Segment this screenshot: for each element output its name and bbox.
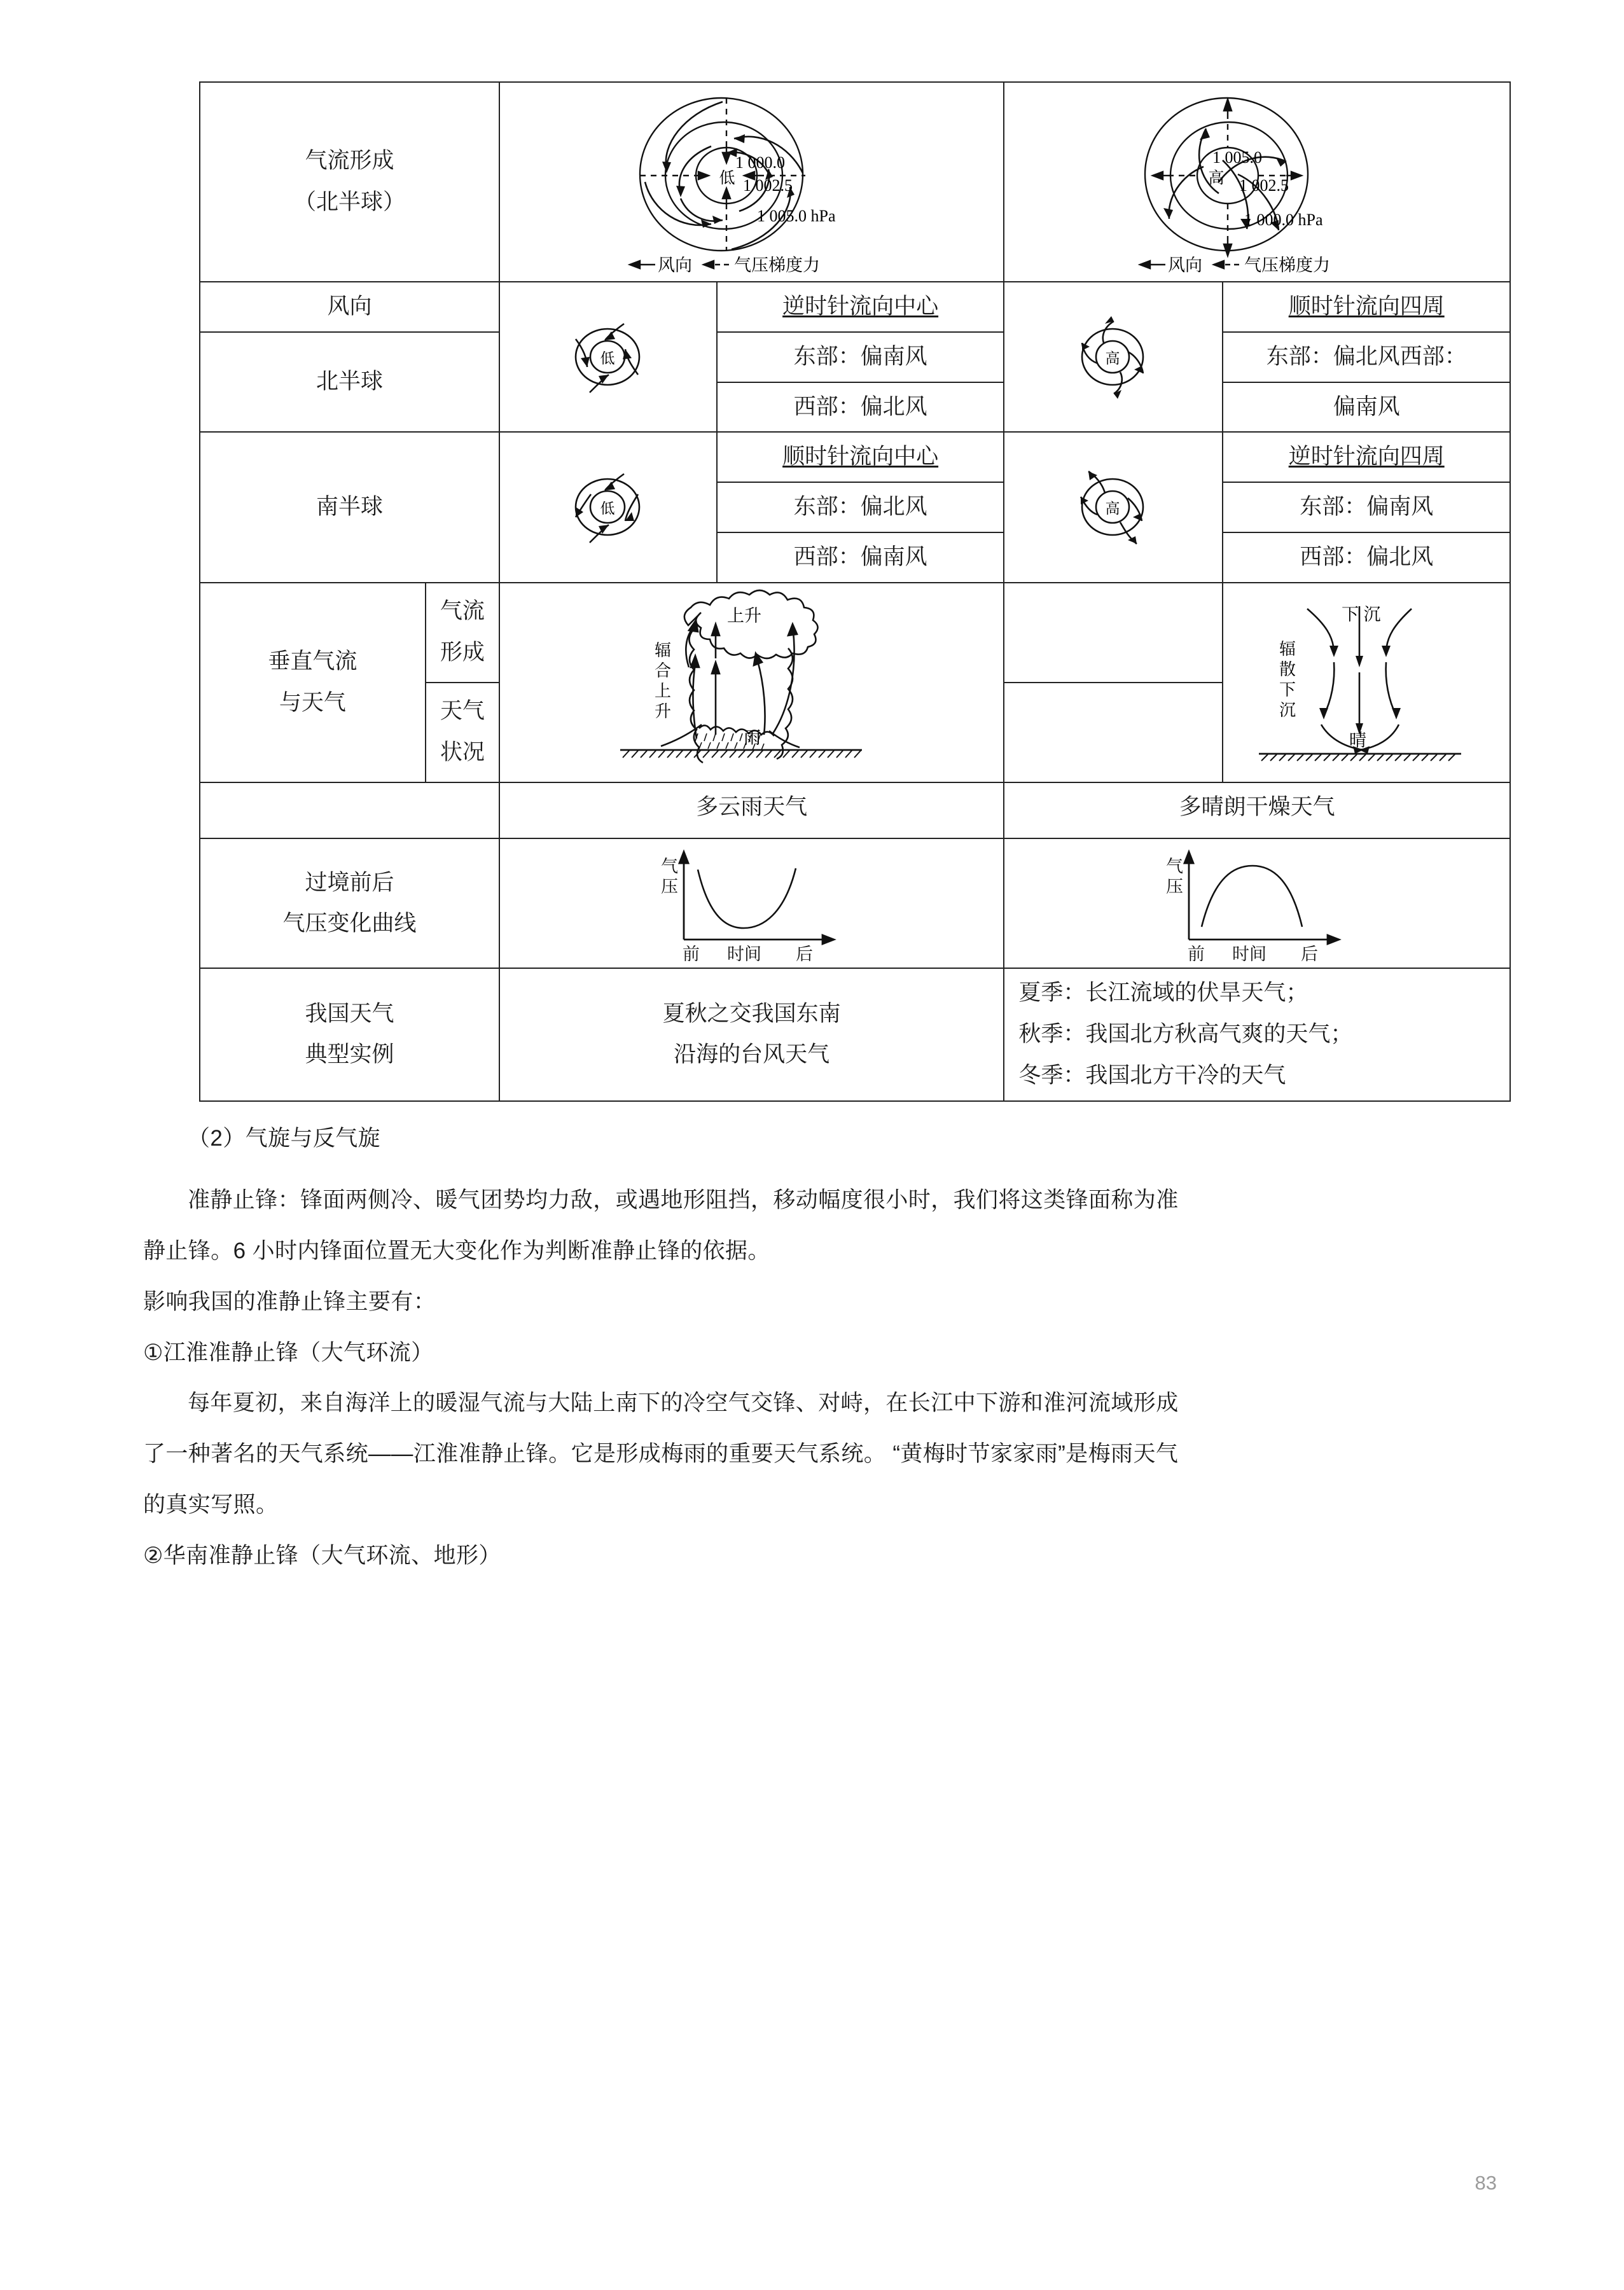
svg-text:上: 上	[654, 681, 671, 700]
cell-south-high-icon	[1004, 432, 1223, 582]
cell-anticyclone-examples: 夏季：长江流域的伏旱天气； 秋季：我国北方秋高气爽的天气； 冬季：我国北方干冷的天气	[1004, 968, 1510, 1100]
sub-label-airflow-formation: 气流 形成	[426, 583, 499, 683]
xlabel-before: 前	[1188, 945, 1205, 964]
north-low-west: 西部：偏北风	[717, 382, 1004, 433]
south-high-east: 东部：偏南风	[1223, 482, 1510, 532]
cyclone-isobar-diagram	[586, 87, 917, 277]
ylabel-char1: 气	[660, 857, 678, 877]
table-row-pressure-change-curve	[200, 838, 1510, 968]
xlabel-time: 时间	[726, 945, 761, 964]
paragraph-meiyu-line1: 每年夏初，来自海洋上的暖湿气流与大陆上南下的冷空气交锋、对峙，在长江中下游和淮河流域形成	[188, 1391, 1179, 1416]
cell-anticyclone-pressure-chart	[1004, 838, 1510, 968]
caption-cloudy-rainy-weather: 多云雨天气	[499, 782, 1004, 839]
anticyclone-center-label: 高	[1208, 169, 1225, 187]
cell-north-high-icon	[1004, 282, 1223, 432]
xlabel-time: 时间	[1232, 945, 1267, 964]
row-label-typical-examples: 我国天气 典型实例	[200, 968, 499, 1100]
list-item-jianghuai-front: ①江淮准静止锋（大气环流）	[143, 1340, 434, 1365]
table-row-north-east	[200, 332, 1510, 382]
low-icon-label: 低	[600, 350, 615, 367]
south-low-east: 东部：偏北风	[717, 482, 1004, 532]
anticyclone-pressure-curve-chart	[1107, 843, 1406, 964]
caption-clear-dry-weather: 多晴朗干燥天气	[1004, 782, 1510, 839]
south-low-west: 西部：偏南风	[717, 532, 1004, 583]
row-label-line2: （北半球）	[293, 190, 405, 214]
high-pressure-ccw-icon-south	[1059, 454, 1167, 560]
table-row-vertical-airflow-diagram	[200, 583, 1510, 683]
cyclone-pressure-curve-chart	[602, 843, 901, 964]
north-high-west: 偏南风	[1223, 382, 1510, 433]
cyclone-isobar-1005: 1 005.0 hPa	[756, 207, 836, 225]
paragraph-affecting-china: 影响我国的准静止锋主要有：	[143, 1289, 436, 1314]
north-high-east: 东部：偏北风西部：	[1223, 332, 1510, 382]
cell-north-low-icon	[499, 282, 717, 432]
cell-cyclone-examples: 夏秋之交我国东南 沿海的台风天气	[499, 968, 1004, 1100]
table-row-wind-direction-header	[200, 282, 1510, 332]
xlabel-after: 后	[795, 945, 813, 964]
paragraph-stationary-front-line1: 准静止锋：锋面两侧冷、暖气团势均力敌，或遇地形阻挡，移动幅度很小时，我们将这类锋面称为准	[188, 1188, 1179, 1213]
table-row-typical-examples	[200, 968, 1510, 1100]
convergence-rising-cloud-figure	[602, 587, 901, 778]
cyclone-legend-wind: 风向	[657, 256, 692, 275]
cyclone-isobar-1000: 1 000.0	[735, 153, 785, 172]
label-sinking: 下 沉	[1342, 604, 1381, 624]
anticyclone-legend-gradient: 气压梯度力	[1244, 256, 1331, 275]
divergence-sinking-figure	[1228, 587, 1527, 778]
row-label-northern-hemisphere: 北半球	[200, 332, 499, 433]
svg-text:沉: 沉	[1279, 700, 1296, 719]
anticyclone-isobar-1002: 1 002.5	[1239, 176, 1289, 195]
sub-label-weather-condition-right	[1004, 683, 1223, 782]
cell-divergence-sinking-figure	[1223, 583, 1510, 782]
row-label-vertical-airflow: 垂直气流 与天气	[200, 583, 426, 782]
list-item-huanan-front: ②华南准静止锋（大气环流、地形）	[143, 1543, 501, 1568]
section-heading-cyclone-anticyclone: （2）气旋与反气旋	[188, 1125, 381, 1151]
label-clear: 晴	[1349, 730, 1367, 750]
svg-text:下: 下	[1279, 679, 1296, 699]
anticyclone-pressure-curve-path	[1202, 866, 1302, 927]
table-row-south-heading	[200, 432, 1510, 482]
anticyclone-isobar-diagram	[1092, 87, 1422, 277]
svg-text:升: 升	[654, 701, 671, 721]
row-label-airflow-formation	[200, 82, 499, 282]
page-content	[143, 81, 1485, 1581]
cell-anticyclone-isobar-diagram	[1004, 82, 1510, 282]
xlabel-before: 前	[682, 945, 700, 964]
south-high-west: 西部：偏北风	[1223, 532, 1510, 583]
ylabel-char2: 压	[660, 877, 678, 897]
cyclone-legend-gradient: 气压梯度力	[733, 256, 820, 275]
paragraph-meiyu-line2: 了一种著名的天气系统——江淮准静止锋。它是形成梅雨的重要天气系统。 “黄梅时节家家雨”是梅雨天气	[143, 1441, 1179, 1467]
row-label-wind-direction: 风向	[200, 282, 499, 332]
paragraph-stationary-front-line2: 静止锋。6 小时内锋面位置无大变化作为判断准静止锋的依据。	[143, 1239, 770, 1264]
high-icon-label: 高	[1105, 500, 1120, 517]
row-label-southern-hemisphere: 南半球	[200, 432, 499, 582]
anticyclone-isobar-1005: 1 005.0	[1212, 148, 1263, 167]
row-label-line1: 气流形成	[305, 148, 394, 174]
low-pressure-ccw-icon-north	[554, 303, 662, 410]
sub-label-airflow-formation-right	[1004, 583, 1223, 683]
row-label-pressure-change: 过境前后 气压变化曲线	[200, 838, 499, 968]
label-divergence-sinking	[1279, 639, 1296, 719]
label-convergence-rising	[655, 641, 671, 721]
high-icon-label: 高	[1105, 350, 1120, 367]
svg-text:辐: 辐	[654, 640, 671, 660]
cell-south-low-icon	[499, 432, 717, 582]
ylabel-char1: 气	[1166, 857, 1184, 877]
south-low-heading: 顺时针流向中心	[717, 432, 1004, 482]
page-number: 83	[1475, 2172, 1497, 2194]
cell-convergence-rising-figure	[499, 583, 1004, 782]
high-pressure-cw-icon-north	[1059, 303, 1167, 410]
xlabel-after: 后	[1301, 945, 1319, 964]
label-rain: 雨	[743, 728, 761, 747]
north-high-heading: 顺时针流向四周	[1223, 282, 1510, 332]
label-rising: 上升	[726, 606, 761, 625]
table-row-weather-captions	[200, 782, 1510, 839]
low-icon-label: 低	[600, 500, 615, 517]
low-pressure-cw-icon-south	[554, 454, 662, 560]
cell-cyclone-pressure-chart	[499, 838, 1004, 968]
svg-text:散: 散	[1279, 659, 1296, 679]
cyclone-isobar-1002: 1 002.5	[742, 176, 793, 195]
south-high-heading: 逆时针流向四周	[1223, 432, 1510, 482]
table-row-airflow-formation	[200, 82, 1510, 282]
north-low-east: 东部：偏南风	[717, 332, 1004, 382]
cyclone-center-label: 低	[719, 169, 735, 187]
anticyclone-isobar-1000: 1 000.0 hPa	[1244, 211, 1323, 229]
north-low-heading: 逆时针流向中心	[717, 282, 1004, 332]
sub-label-weather-condition: 天气 状况	[426, 683, 499, 782]
cell-cyclone-isobar-diagram	[499, 82, 1004, 282]
ylabel-char2: 压	[1166, 877, 1184, 897]
spacer-left	[200, 782, 499, 839]
cyclone-pressure-curve-path	[698, 868, 796, 928]
svg-text:辐: 辐	[1279, 639, 1296, 658]
svg-text:合: 合	[654, 660, 671, 680]
paragraph-meiyu-line3: 的真实写照。	[143, 1492, 279, 1518]
cyclone-anticyclone-comparison-table	[199, 81, 1511, 1102]
anticyclone-legend-wind: 风向	[1168, 256, 1203, 275]
